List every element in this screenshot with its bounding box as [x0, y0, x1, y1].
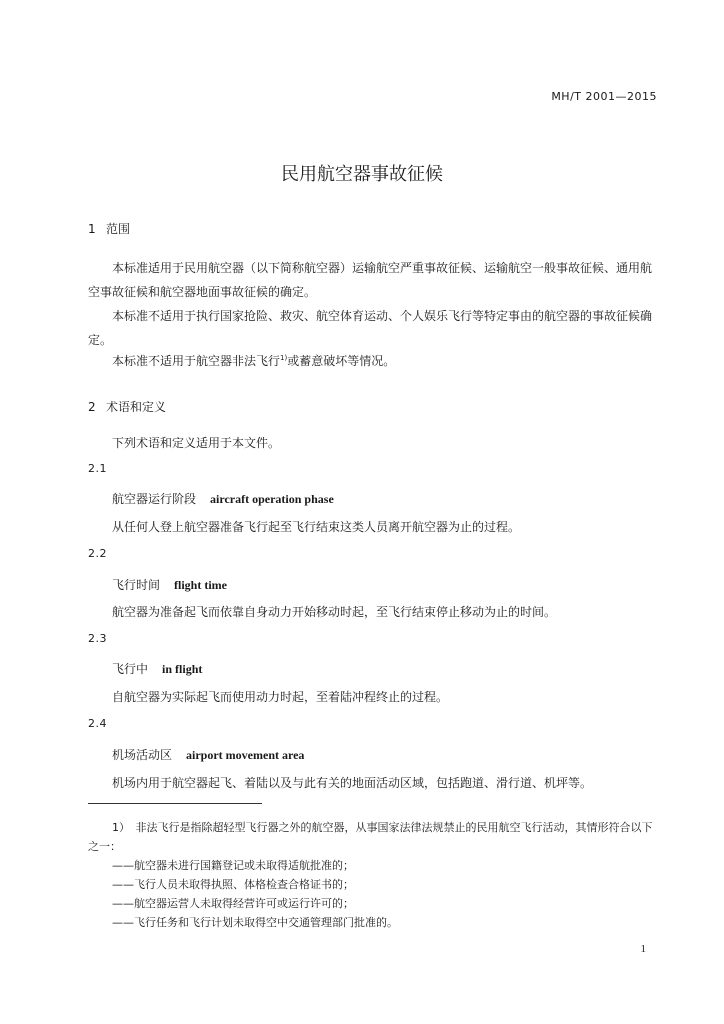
paragraph-text: 或蓄意破坏等情况。: [287, 354, 396, 368]
section-1-heading: [88, 220, 130, 237]
standard-code: MH/T 2001—2015: [551, 90, 657, 103]
section-number: 2: [88, 400, 96, 414]
term-zh: 飞行中: [112, 662, 149, 676]
term-definition: 自航空器为实际起飞而使用动力时起，至着陆冲程终止的过程。: [112, 690, 449, 704]
section-number: 1: [88, 222, 96, 236]
term-definition: 从任何人登上航空器准备飞行起至飞行结束这类人员离开航空器为止的过程。: [112, 520, 521, 534]
footnote-item: ——飞行人员未取得执照、体格检查合格证书的；: [112, 878, 354, 891]
footnote-item: ——航空器未进行国籍登记或未取得适航批准的；: [112, 859, 354, 872]
paragraph: 本标准不适用于执行国家抢险、救灾、航空体育运动、个人娱乐飞行等特定事由的航空器的事故征候确定。: [88, 309, 653, 347]
term-number: 2.4: [88, 717, 107, 730]
page-number: 1: [640, 943, 646, 955]
document-title: 民用航空器事故征候: [281, 164, 443, 185]
section-title: 术语和定义: [106, 400, 167, 414]
paragraph: 本标准适用于民用航空器（以下简称航空器）运输航空严重事故征候、运输航空一般事故征候、通用航空事故征候和航空器地面事故征候的确定。: [88, 261, 653, 299]
term-number: 2.2: [88, 547, 107, 560]
footnote-item: ——飞行任务和飞行计划未取得空中交通管理部门批准的。: [112, 916, 398, 929]
paragraph-text: 本标准不适用于航空器非法飞行: [112, 354, 281, 368]
term-heading: [112, 660, 202, 677]
term-definition: 航空器为准备起飞而依靠自身动力开始移动时起，至飞行结束停止移动为止的时间。: [112, 605, 557, 619]
term-heading: [112, 490, 334, 507]
footnote-ref: 1): [280, 354, 288, 362]
term-heading: [112, 746, 304, 763]
term-en: in flight: [162, 662, 203, 676]
term-number: 2.1: [88, 462, 107, 475]
term-en: aircraft operation phase: [210, 492, 334, 506]
paragraph: 下列术语和定义适用于本文件。: [112, 436, 281, 450]
term-zh: 飞行时间: [112, 578, 161, 592]
term-en: airport movement area: [186, 748, 305, 762]
section-title: 范围: [106, 222, 131, 236]
term-zh: 航空器运行阶段: [112, 492, 197, 506]
term-number: 2.3: [88, 632, 107, 645]
paragraph: [112, 352, 395, 369]
term-definition: 机场内用于航空器起飞、着陆以及与此有关的地面活动区域，包括跑道、滑行道、机坪等。: [112, 776, 593, 790]
term-zh: 机场活动区: [112, 748, 173, 762]
footnote-item: ——航空器运营人未取得经营许可或运行许可的；: [112, 897, 354, 910]
section-2-heading: [88, 398, 166, 415]
term-heading: [112, 576, 227, 593]
term-en: flight time: [174, 578, 228, 592]
footnote-divider: [88, 803, 262, 804]
footnote-text: 1） 非法飞行是指除超轻型飞行器之外的航空器，从事国家法律法规禁止的民用航空飞行活动，其情形符合以下之一：: [88, 821, 653, 853]
